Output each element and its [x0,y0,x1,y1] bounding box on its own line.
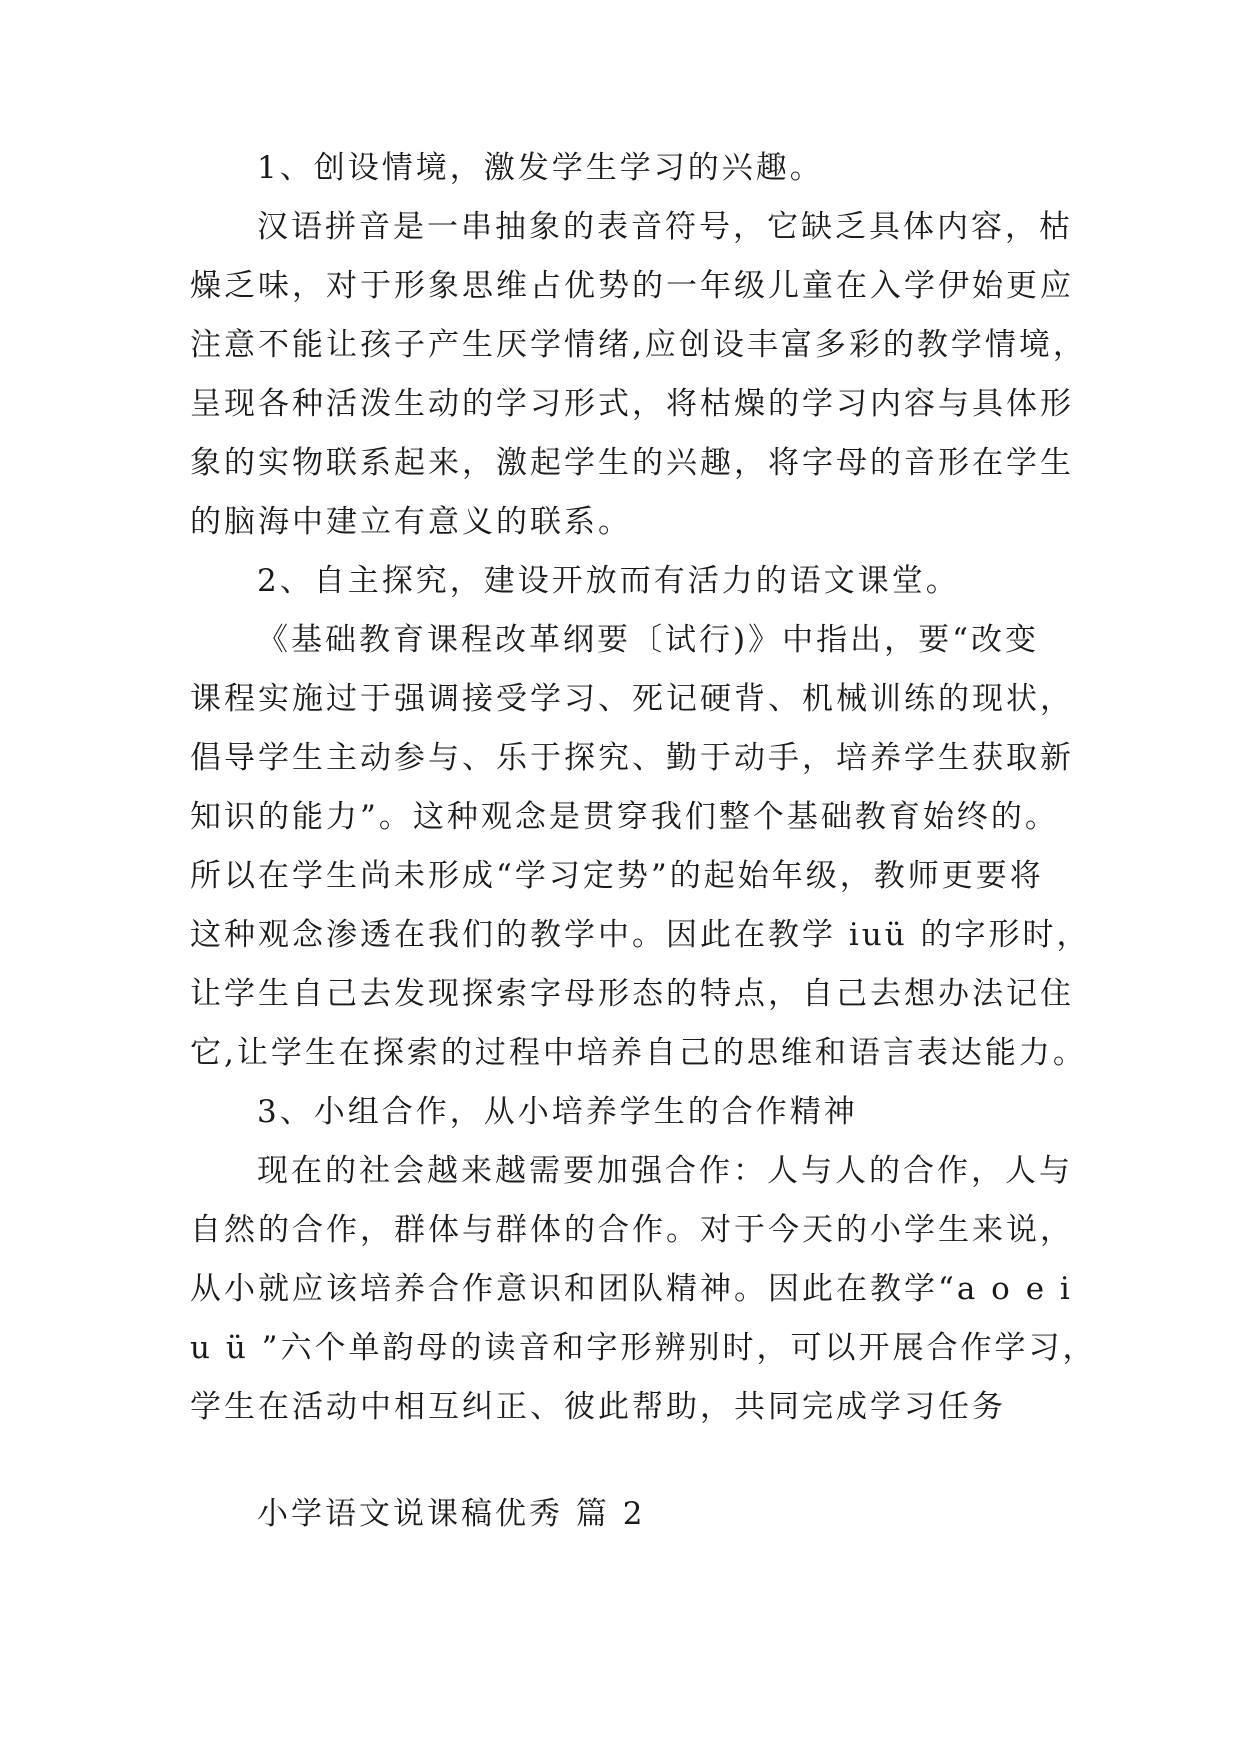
text-line: 呈现各种活泼生动的学习形式，将枯燥的学习内容与具体形 [190,386,1074,422]
text-line: 象的实物联系起来，激起学生的兴趣，将字母的音形在学生 [190,445,1074,481]
text-line: 课程实施过于强调接受学习、死记硬背、机械训练的现状， [190,681,1074,717]
text-line: 它,让学生在探索的过程中培养自己的思维和语言表达能力。 [190,1035,1087,1071]
text-line: 学生在活动中相互纠正、彼此帮助，共同完成学习任务 [190,1389,1006,1425]
text-line: 所以在学生尚未形成“学习定势”的起始年级，教师更要将 [190,858,1044,894]
heading-1: 1、创设情境，激发学生学习的兴趣。 [257,150,824,186]
heading-2: 2、自主探究，建设开放而有活力的语文课堂。 [257,563,960,599]
text-line: 的脑海中建立有意义的联系。 [190,504,632,540]
text-line: 从小就应该培养合作意识和团队精神。因此在教学“a o e i [190,1271,1073,1307]
section-title: 小学语文说课稿优秀 篇 2 [257,1496,646,1532]
text-line: u ü ”六个单韵母的读音和字形辨别时，可以开展合作学习， [190,1330,1097,1366]
text-line: 让学生自己去发现探索字母形态的特点，自己去想办法记住 [190,976,1074,1012]
text-line: 这种观念渗透在我们的教学中。因此在教学 iuü 的字形时， [190,917,1091,953]
text-line: 汉语拼音是一串抽象的表音符号，它缺乏具体内容，枯 [257,209,1073,245]
text-line: 倡导学生主动参与、乐于探究、勤于动手，培养学生获取新 [190,740,1074,776]
text-line: 燥乏味，对于形象思维占优势的一年级儿童在入学伊始更应 [190,268,1074,304]
text-line: 现在的社会越来越需要加强合作：人与人的合作，人与 [257,1153,1073,1189]
text-line: 《基础教育课程改革纲要〔试行)》中指出，要“改变 [257,622,1039,658]
text-line: 知识的能力”。这种观念是贯穿我们整个基础教育始终的。 [190,799,1059,835]
heading-3: 3、小组合作，从小培养学生的合作精神 [257,1094,858,1130]
text-line: 自然的合作，群体与群体的合作。对于今天的小学生来说， [190,1212,1074,1248]
text-line: 注意不能让孩子产生厌学情绪,应创设丰富多彩的教学情境， [190,327,1087,363]
